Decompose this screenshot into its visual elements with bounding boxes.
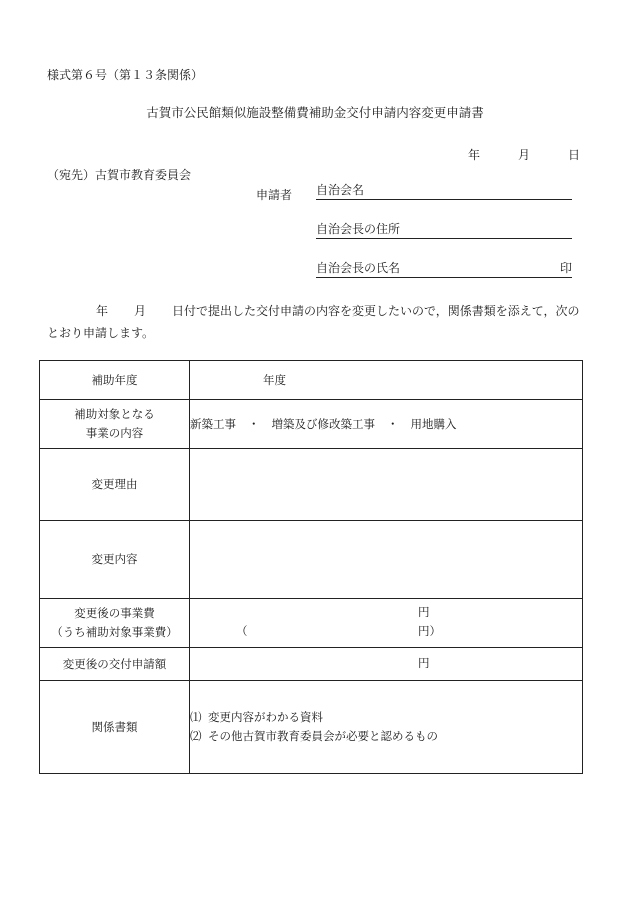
document-item-text: 変更内容がわかる資料 (208, 710, 323, 724)
chief-address-label: 自治会長の住所 (316, 222, 401, 236)
body-year: 年 (96, 304, 109, 318)
subsidy-year-label: 補助年度 (40, 361, 190, 400)
cost-after-label-line1: 変更後の事業費 (74, 606, 155, 620)
association-name-label: 自治会名 (316, 183, 365, 197)
list-marker: ⑵ (190, 729, 202, 743)
project-content-label (40, 400, 190, 449)
separator-dot: ・ (387, 417, 399, 431)
document-title: 古賀市公民館類似施設整備費補助金交付申請内容変更申請書 (146, 105, 484, 120)
cost-after-cell[interactable] (190, 599, 583, 648)
option-land-purchase[interactable]: 用地購入 (410, 417, 457, 431)
chief-name-label: 自治会長の氏名 (316, 261, 401, 275)
list-item (190, 727, 582, 746)
table-row (40, 648, 583, 681)
addressee: （宛先）古賀市教育委員会 (47, 168, 192, 182)
table-row (40, 681, 583, 774)
change-content-label: 変更内容 (40, 521, 190, 599)
subsidy-year-value: 年度 (263, 373, 286, 387)
project-content-label-line1: 補助対象となる (74, 407, 155, 421)
change-reason-label: 変更理由 (40, 449, 190, 521)
grant-after-label: 変更後の交付申請額 (40, 648, 190, 681)
documents-cell (190, 681, 583, 774)
cost-after-label (40, 599, 190, 648)
table-row (40, 521, 583, 599)
date-line (468, 146, 580, 163)
date-year: 年 (467, 148, 480, 162)
body-month: 月 (134, 304, 147, 318)
documents-label: 関係書類 (40, 681, 190, 774)
option-new-construction[interactable]: 新築工事 (190, 417, 236, 431)
table-row (40, 449, 583, 521)
cost-after-label-line2: （うち補助対象事業費） (51, 625, 178, 639)
table-row (40, 361, 583, 400)
project-content-label-line2: 事業の内容 (85, 426, 144, 440)
option-extension-renovation[interactable]: 増築及び修改築工事 (271, 417, 375, 431)
date-day: 日 (567, 148, 580, 162)
change-content-cell[interactable] (190, 521, 583, 599)
cost-yen: 円 (418, 605, 430, 619)
change-reason-cell[interactable] (190, 449, 583, 521)
grant-after-cell[interactable] (190, 648, 583, 681)
applicant-label: 申請者 (256, 188, 293, 202)
form-number: 様式第６号（第１３条関係） (47, 68, 204, 82)
table-row (40, 400, 583, 449)
association-name-field[interactable] (316, 183, 572, 200)
seal-mark: 印 (559, 261, 572, 275)
separator-dot: ・ (248, 417, 260, 431)
subsidy-cost-open-paren: （ (236, 624, 248, 638)
body-text (47, 300, 583, 344)
list-marker: ⑴ (190, 710, 202, 724)
grant-yen: 円 (418, 655, 430, 670)
application-table (39, 360, 583, 774)
body-rest: 日付で提出した交付申請の内容を変更したいので，関係書類を添えて，次のとおり申請します。 (47, 304, 580, 340)
table-row (40, 599, 583, 648)
project-content-options (190, 400, 583, 449)
subsidy-year-cell[interactable] (190, 361, 583, 400)
list-item (190, 708, 582, 727)
date-month: 月 (517, 148, 530, 162)
chief-address-field[interactable] (316, 222, 572, 239)
chief-name-field[interactable] (316, 261, 572, 278)
document-item-text: その他古賀市教育委員会が必要と認めるもの (208, 729, 438, 743)
subsidy-cost-yen: 円） (418, 624, 441, 638)
